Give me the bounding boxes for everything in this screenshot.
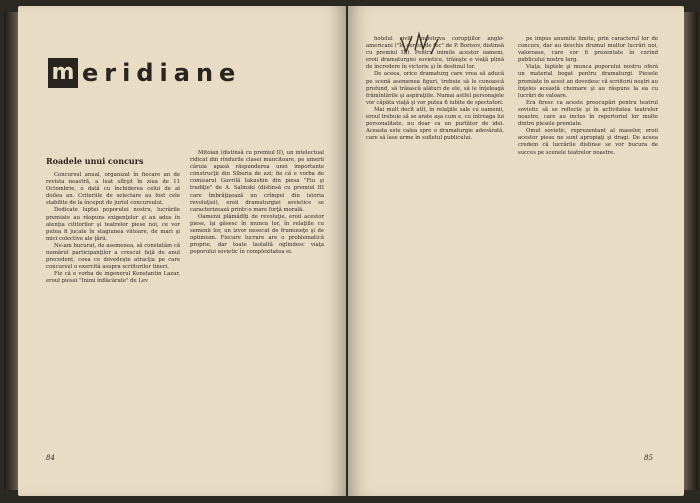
masthead-initial: m [48, 58, 78, 88]
paragraph: Viaţa, luptele şi munca poporului nostru oferă un material bogat pentru dramaturgi. Piesele premiate în acest an dovedesc că scriitorii noştri au înţeles această chemare şi au răspuns la ea cu lucrări de valoare. [518, 64, 658, 99]
page-number: 84 [46, 454, 55, 462]
paragraph: hotelul civil, impotriva corupţiilor anglo-americani ("În cercul de foc" de P. Borisov, distinsă cu premiul III). Pentru inimile acestor oameni, eroii dramaturgiei sovietice, trăieşte o viaţă plină de încredere în victorie şi în destinul lor. [366, 36, 504, 71]
article-heading: Roadele unui concurs [46, 156, 144, 166]
section-masthead [48, 58, 241, 88]
paragraph: Oamenii plămădiţi de revoluţie, eroii acestor piese, îşi găsesc în munca lor, în relaţiile cu semenii lor, un izvor nesecat de frumuseţe şi de optimism. Fiecare lucrare are o problematică proprie, dar toate laolaltă oglindesc viaţa poporului sovietic în complexitatea ei. [190, 213, 324, 256]
paragraph: Mai mult decît atît, în relaţiile sale cu oamenii, eroul trebuie să se arate aşa cum e, cu întreaga lui personalitate, nu doar ca un purtător de idei. Aceasta este calea spre o dramaturgie adevărată, care să lase urme în sufletul publicului. [366, 106, 504, 142]
paragraph: Fie că e vorba de ingenerul Konstantin Lazar, eroul piesei "Inimi înflăcărate" de Lev [46, 271, 180, 285]
masthead-title: eridiane [82, 59, 242, 87]
paragraph: De aceea, orice dramaturg care vrea să aducă pe scenă asemenea figuri, trebuie să le cunoască profund, să trăiască alături de ele, să le înţeleagă frămîntările şi aspiraţiile. Numai astfel personajele vor căpăta viaţă şi vor putea fi iubite de spectatori. [366, 71, 504, 106]
page-stack-right [684, 12, 698, 490]
paragraph: Mitoian (distinsă cu premiul II), un intelectual ridicat din rîndurile clasei muncitoare, pe umerii căruia apasă răspunderea unei importante construcţii din Siberia de azi; fie că e vorba de comisarul Gavrilă Iakushin din piesa "Fiu şi tradiţie" de A. Salinski (distinsă cu premiul III care îmbrăţişează un crîmpei din istoria revoluţiei), eroii dramaturgiei sovietice se caracterizează printr-o mare forţă morală. [190, 150, 324, 213]
paragraph: Omul sovietic, reprezentant al maselor, eroii acestor piese ne sunt apropiaţi şi dragi. De aceea credem că lucrările distinse se vor bucura de succes pe scenele teatrelor noastre. [518, 128, 658, 156]
left-page [18, 6, 346, 496]
paragraph: Era firesc ca aceste preocupări pentru teatrul sovietic să se reflecte şi în activitatea teatrelor noastre, care au inclus în repertoriul lor multe dintre piesele premiate. [518, 99, 658, 128]
page-number: 85 [644, 454, 653, 462]
page-stack-left [4, 12, 18, 490]
right-column-2 [518, 36, 658, 157]
left-column-2 [190, 150, 324, 256]
paragraph: pe impus anumite limite, prin caracterul lor de concurs, dar au deschis drumul multor lucrări noi, valoroase, care vor fi prezentate în curînd publicului nostru larg. [518, 36, 658, 64]
paragraph: Ne-am bucurat, de asemenea, să constatăm că numărul participanţilor a crescut faţă de anul precedent, ceea ce dovedeşte atracţia pe care concursul o exercită asupra scriitorilor tineri. [46, 242, 180, 271]
right-page [348, 6, 684, 496]
right-column-1 [366, 36, 504, 142]
paragraph: Concursul anual, organizat în fiecare an de revista noastră, a luat sfîrşit în ziua de 11 Octombrie, o dată cu închiderea celui de al doilea an. Criteriile de selectare au fost cele stabilite de la început de juriul concursului. [46, 172, 180, 207]
paragraph: Dedicate luptei poporului nostru, lucrările premiate au răspuns exigenţelor şi au adus în atenţia cititorilor şi teatrelor piese noi, ce vor putea fi jucate în stagiunea viitoare, de mari şi mici colective ale ţării. [46, 207, 180, 242]
left-column-1 [46, 172, 180, 286]
